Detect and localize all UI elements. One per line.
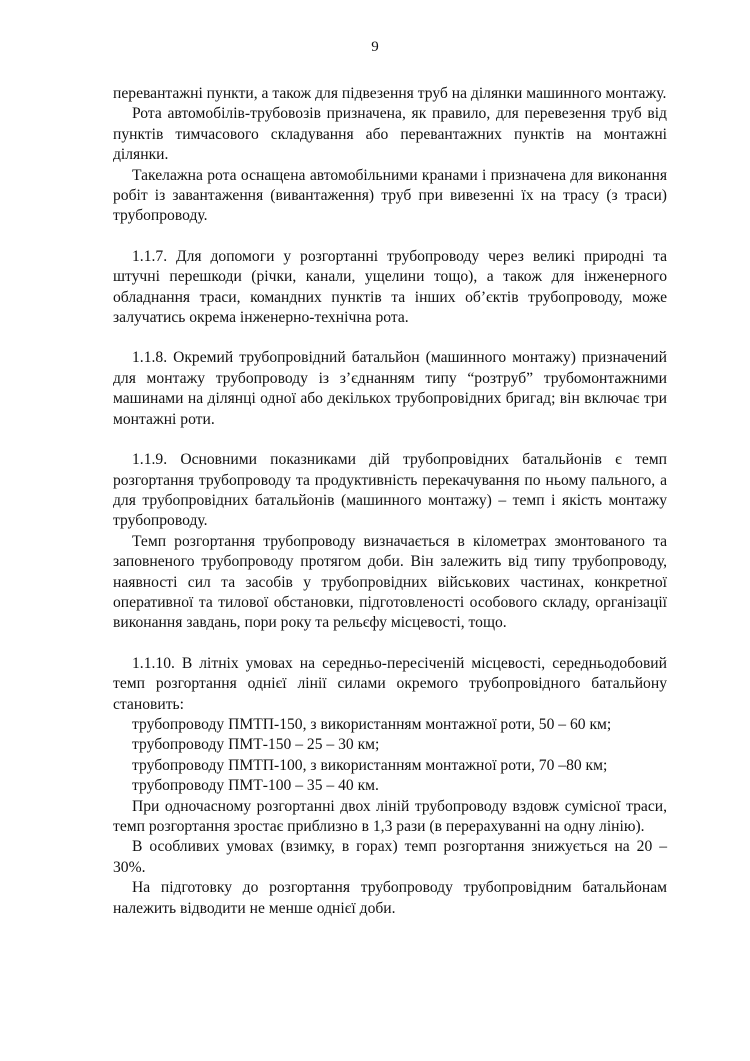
paragraph-spacer [113,430,667,450]
paragraph-deployment-rate: Темп розгортання трубопроводу визначається в кілометрах змонтованого та заповненого трубопроводу протягом доби. Він залежить від типу трубопроводу, наявності сил та засобів у трубопровідних військових частинах, конкретної оперативної та тилової обстановки, підготовленості особового складу, організації виконання завдань, пори року та рельєфу місцевості, тощо. [113,532,667,632]
body-text [113,84,667,919]
paragraph-truck-company: Рота автомобілів-трубовозів призначена, як правило, для перевезення труб від пунктів тимчасового складування або перевантажних пунктів на монтажні ділянки. [113,105,667,164]
list-item: трубопроводу ПМТП-100, з використанням монтажної роти, 70 –80 км; [132,756,608,774]
paragraph-spacer [113,634,667,654]
paragraph-continuation: перевантажні пункти, а також для підвезення труб на ділянки машинного монтажу. [113,85,667,102]
paragraph-spacer [113,227,667,247]
paragraph-two-lines: При одночасному розгортанні двох ліній трубопроводу вздовж сумісної траси, темп розгортання зростає приблизно в 1,3 рази (в перерахуванні на одну лінію). [113,797,667,835]
list-item: трубопроводу ПМТ-100 – 35 – 40 км. [132,777,379,795]
list-item: трубопроводу ПМТП-150, з використанням монтажної роти, 50 – 60 км; [132,715,612,733]
paragraph-section-1-1-7: 1.1.7. Для допомоги у розгортанні трубопроводу через великі природні та штучні перешкоди (річки, канали, ущелини тощо), а також для інженерного обладнання траси, командних пунктів та інших об’єктів трубопроводу, може залучатись окрема інженерно-технічна рота. [113,247,667,327]
paragraph-preparation: На підготовку до розгортання трубопроводу трубопровідним батальйонам належить відводити не менше однієї доби. [113,879,667,917]
paragraph-section-1-1-9: 1.1.9. Основними показниками дій трубопровідних батальйонів є темп розгортання трубопроводу та продуктивність перекачування по ньому пального, а для трубопровідних батальйонів (машинного монтажу) – темп і якість монтажу трубопроводу. [113,451,667,530]
list-item: трубопроводу ПМТ-150 – 25 – 30 км; [132,736,380,754]
page-number: 9 [371,39,379,55]
paragraph-section-1-1-8: 1.1.8. Окремий трубопровідний батальйон (машинного монтажу) призначений для монтажу трубопроводу із з’єднанням типу “розтруб” трубомонтажними машинами на ділянці одної або декількох трубопровідних бригад; він включає три монтажні роти. [113,349,667,428]
paragraph-rigging-company: Такелажна рота оснащена автомобільними кранами і призначена для виконання робіт із завантаження (вивантаження) труб при вивезенні їх на трасу (з траси) трубопроводу. [113,166,667,225]
paragraph-special-conditions: В особливих умовах (взимку, в горах) темп розгортання знижується на 20 – 30%. [113,838,667,876]
paragraph-spacer [113,328,667,348]
paragraph-section-1-1-10: 1.1.10. В літніх умовах на середньо-пересіченій місцевості, середньодобовий темп розгортання однієї лінії силами окремого трубопровідного батальйону становить: [113,654,667,713]
